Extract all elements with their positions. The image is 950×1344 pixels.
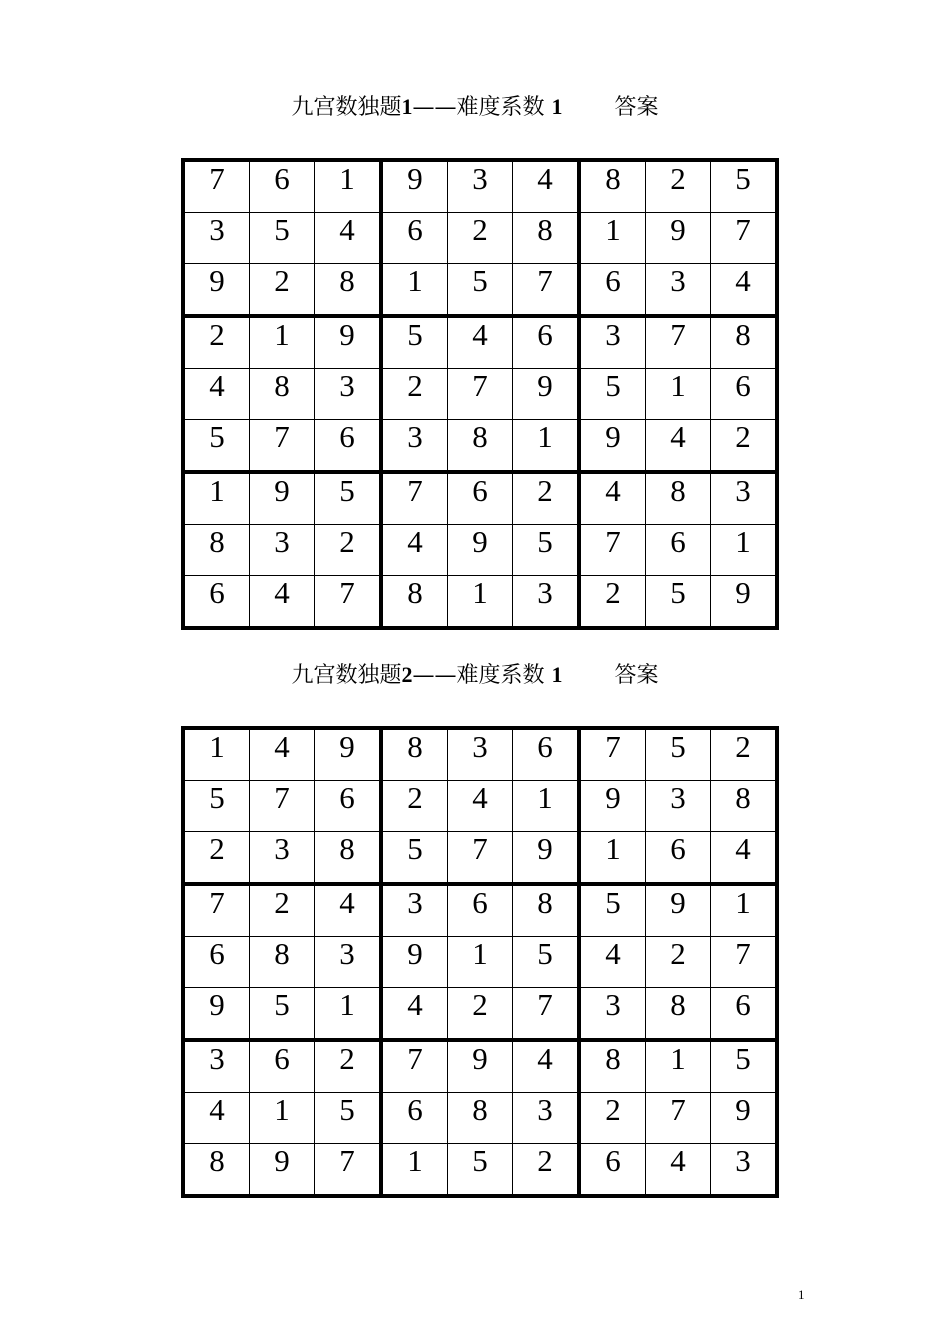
grid-cell: 8 — [646, 988, 711, 1041]
grid-row — [183, 884, 777, 937]
grid-cell: 1 — [381, 1144, 448, 1197]
grid-cell: 5 — [315, 472, 382, 525]
grid-row — [183, 264, 777, 317]
grid-cell: 4 — [579, 937, 646, 988]
grid-cell: 7 — [381, 1040, 448, 1093]
grid-cell: 1 — [579, 832, 646, 885]
grid-cell: 6 — [448, 884, 513, 937]
grid-cell: 6 — [711, 988, 778, 1041]
grid-cell: 4 — [381, 988, 448, 1041]
grid-cell: 3 — [711, 1144, 778, 1197]
grid-cell: 1 — [448, 576, 513, 629]
grid-cell: 1 — [646, 1040, 711, 1093]
grid-cell: 3 — [315, 937, 382, 988]
grid-cell: 6 — [315, 420, 382, 473]
grid-cell: 7 — [315, 1144, 382, 1197]
grid-cell: 9 — [183, 988, 250, 1041]
grid-row — [183, 316, 777, 369]
difficulty-label: 难度系数 — [456, 663, 545, 688]
grid-cell: 4 — [448, 316, 513, 369]
puzzle-number: 2 — [401, 662, 413, 687]
grid-cell: 6 — [183, 937, 250, 988]
grid-cell: 4 — [579, 472, 646, 525]
grid-cell: 2 — [579, 1093, 646, 1144]
grid-cell: 9 — [315, 316, 382, 369]
grid-cell: 6 — [646, 525, 711, 576]
grid-cell: 3 — [448, 160, 513, 213]
grid-cell: 7 — [711, 937, 778, 988]
grid-cell: 9 — [711, 1093, 778, 1144]
grid-row — [183, 576, 777, 629]
grid-row — [183, 1144, 777, 1197]
grid-cell: 6 — [381, 213, 448, 264]
title-dash: —— — [412, 95, 457, 120]
grid-cell: 9 — [579, 420, 646, 473]
grid-cell: 8 — [315, 832, 382, 885]
grid-cell: 6 — [250, 1040, 315, 1093]
sudoku-grid-1 — [181, 158, 779, 630]
grid-cell: 4 — [183, 1093, 250, 1144]
grid-cell: 2 — [711, 420, 778, 473]
grid-cell: 9 — [711, 576, 778, 629]
grid-cell: 1 — [250, 1093, 315, 1144]
grid-cell: 1 — [448, 937, 513, 988]
grid-cell: 5 — [183, 420, 250, 473]
grid-cell: 8 — [579, 1040, 646, 1093]
grid-row — [183, 369, 777, 420]
grid-cell: 1 — [315, 160, 382, 213]
grid-cell: 7 — [513, 264, 580, 317]
grid-cell: 1 — [711, 884, 778, 937]
grid-cell: 5 — [513, 525, 580, 576]
grid-cell: 1 — [183, 728, 250, 781]
grid-cell: 7 — [646, 316, 711, 369]
grid-cell: 3 — [579, 988, 646, 1041]
grid-cell: 4 — [315, 884, 382, 937]
grid-row — [183, 472, 777, 525]
grid-cell: 3 — [183, 213, 250, 264]
grid-cell: 9 — [448, 525, 513, 576]
grid-cell: 6 — [315, 781, 382, 832]
grid-cell: 8 — [250, 937, 315, 988]
grid-cell: 5 — [448, 264, 513, 317]
grid-cell: 3 — [513, 1093, 580, 1144]
grid-cell: 2 — [250, 884, 315, 937]
grid-cell: 2 — [315, 1040, 382, 1093]
grid-cell: 2 — [315, 525, 382, 576]
grid-row — [183, 988, 777, 1041]
grid-cell: 1 — [250, 316, 315, 369]
grid-cell: 1 — [513, 420, 580, 473]
grid-cell: 4 — [381, 525, 448, 576]
grid-cell: 5 — [381, 316, 448, 369]
grid-cell: 7 — [579, 728, 646, 781]
sudoku-grid-2 — [181, 726, 779, 1198]
difficulty-level: 1 — [551, 662, 563, 687]
grid-cell: 5 — [711, 1040, 778, 1093]
grid-cell: 3 — [513, 576, 580, 629]
grid-cell: 1 — [315, 988, 382, 1041]
grid-cell: 8 — [711, 781, 778, 832]
grid-cell: 6 — [381, 1093, 448, 1144]
grid-cell: 1 — [711, 525, 778, 576]
grid-cell: 9 — [315, 728, 382, 781]
grid-cell: 7 — [183, 160, 250, 213]
grid-row — [183, 420, 777, 473]
grid-cell: 4 — [448, 781, 513, 832]
grid-cell: 8 — [711, 316, 778, 369]
grid-cell: 1 — [183, 472, 250, 525]
puzzle-title-text: 九宫数独题 — [291, 95, 402, 120]
grid-cell: 5 — [646, 576, 711, 629]
grid-cell: 6 — [711, 369, 778, 420]
grid-cell: 5 — [315, 1093, 382, 1144]
grid-cell: 8 — [381, 576, 448, 629]
grid-row — [183, 781, 777, 832]
grid-cell: 5 — [381, 832, 448, 885]
grid-cell: 4 — [513, 160, 580, 213]
grid-cell: 3 — [250, 832, 315, 885]
grid-cell: 1 — [381, 264, 448, 317]
grid-cell: 3 — [448, 728, 513, 781]
grid-cell: 7 — [183, 884, 250, 937]
grid-cell: 8 — [513, 213, 580, 264]
grid-cell: 6 — [183, 576, 250, 629]
grid-cell: 9 — [250, 472, 315, 525]
grid-cell: 2 — [448, 988, 513, 1041]
grid-cell: 5 — [448, 1144, 513, 1197]
grid-row — [183, 525, 777, 576]
grid-cell: 5 — [513, 937, 580, 988]
grid-cell: 2 — [646, 160, 711, 213]
grid-cell: 2 — [646, 937, 711, 988]
grid-cell: 4 — [315, 213, 382, 264]
grid-cell: 6 — [579, 1144, 646, 1197]
grid-cell: 9 — [513, 369, 580, 420]
grid-cell: 9 — [646, 213, 711, 264]
grid-cell: 2 — [448, 213, 513, 264]
title-dash: —— — [412, 663, 457, 688]
puzzle-2-title — [0, 661, 950, 690]
grid-cell: 3 — [381, 420, 448, 473]
grid-cell: 8 — [579, 160, 646, 213]
grid-row — [183, 937, 777, 988]
grid-cell: 6 — [646, 832, 711, 885]
grid-cell: 9 — [513, 832, 580, 885]
grid-cell: 8 — [646, 472, 711, 525]
grid-cell: 2 — [183, 316, 250, 369]
grid-cell: 8 — [183, 525, 250, 576]
grid-cell: 9 — [646, 884, 711, 937]
grid-cell: 8 — [250, 369, 315, 420]
grid-row — [183, 832, 777, 885]
grid-cell: 4 — [646, 420, 711, 473]
grid-cell: 7 — [381, 472, 448, 525]
grid-row — [183, 1040, 777, 1093]
grid-cell: 9 — [579, 781, 646, 832]
grid-cell: 7 — [579, 525, 646, 576]
answer-label: 答案 — [614, 95, 659, 120]
difficulty-level: 1 — [551, 94, 563, 119]
grid-cell: 3 — [315, 369, 382, 420]
grid-cell: 9 — [250, 1144, 315, 1197]
grid-cell: 2 — [250, 264, 315, 317]
grid-cell: 6 — [513, 728, 580, 781]
grid-cell: 3 — [183, 1040, 250, 1093]
grid-row — [183, 728, 777, 781]
grid-cell: 5 — [711, 160, 778, 213]
grid-cell: 7 — [513, 988, 580, 1041]
grid-cell: 4 — [250, 576, 315, 629]
grid-cell: 8 — [448, 420, 513, 473]
grid-cell: 8 — [381, 728, 448, 781]
difficulty-label: 难度系数 — [456, 95, 545, 120]
grid-cell: 6 — [513, 316, 580, 369]
grid-cell: 3 — [646, 264, 711, 317]
puzzle-title-text: 九宫数独题 — [291, 663, 402, 688]
grid-cell: 6 — [250, 160, 315, 213]
grid-cell: 2 — [513, 472, 580, 525]
grid-cell: 3 — [250, 525, 315, 576]
grid-row — [183, 1093, 777, 1144]
grid-cell: 9 — [183, 264, 250, 317]
page-number: 1 — [798, 1287, 805, 1302]
grid-cell: 8 — [513, 884, 580, 937]
grid-cell: 3 — [381, 884, 448, 937]
grid-cell: 9 — [381, 937, 448, 988]
grid-cell: 5 — [579, 884, 646, 937]
grid-cell: 7 — [448, 369, 513, 420]
grid-cell: 4 — [250, 728, 315, 781]
grid-cell: 2 — [513, 1144, 580, 1197]
grid-cell: 6 — [448, 472, 513, 525]
grid-cell: 8 — [315, 264, 382, 317]
grid-cell: 3 — [711, 472, 778, 525]
grid-row — [183, 160, 777, 213]
grid-cell: 5 — [579, 369, 646, 420]
grid-cell: 7 — [646, 1093, 711, 1144]
grid-cell: 3 — [579, 316, 646, 369]
grid-cell: 2 — [579, 576, 646, 629]
grid-cell: 2 — [381, 369, 448, 420]
grid-cell: 4 — [513, 1040, 580, 1093]
grid-cell: 9 — [448, 1040, 513, 1093]
grid-cell: 1 — [646, 369, 711, 420]
grid-cell: 1 — [513, 781, 580, 832]
grid-cell: 9 — [381, 160, 448, 213]
grid-cell: 8 — [183, 1144, 250, 1197]
grid-cell: 3 — [646, 781, 711, 832]
grid-cell: 7 — [711, 213, 778, 264]
grid-cell: 5 — [250, 213, 315, 264]
grid-cell: 8 — [448, 1093, 513, 1144]
grid-cell: 5 — [183, 781, 250, 832]
grid-row — [183, 213, 777, 264]
grid-cell: 7 — [250, 420, 315, 473]
grid-cell: 5 — [646, 728, 711, 781]
grid-cell: 5 — [250, 988, 315, 1041]
grid-cell: 7 — [315, 576, 382, 629]
answer-label: 答案 — [614, 663, 659, 688]
grid-cell: 4 — [711, 264, 778, 317]
grid-cell: 4 — [711, 832, 778, 885]
grid-cell: 7 — [448, 832, 513, 885]
puzzle-1-title — [0, 93, 950, 122]
grid-cell: 4 — [646, 1144, 711, 1197]
grid-cell: 1 — [579, 213, 646, 264]
grid-cell: 6 — [579, 264, 646, 317]
grid-cell: 2 — [711, 728, 778, 781]
puzzle-number: 1 — [401, 94, 413, 119]
grid-cell: 7 — [250, 781, 315, 832]
grid-cell: 4 — [183, 369, 250, 420]
grid-cell: 2 — [183, 832, 250, 885]
grid-cell: 2 — [381, 781, 448, 832]
